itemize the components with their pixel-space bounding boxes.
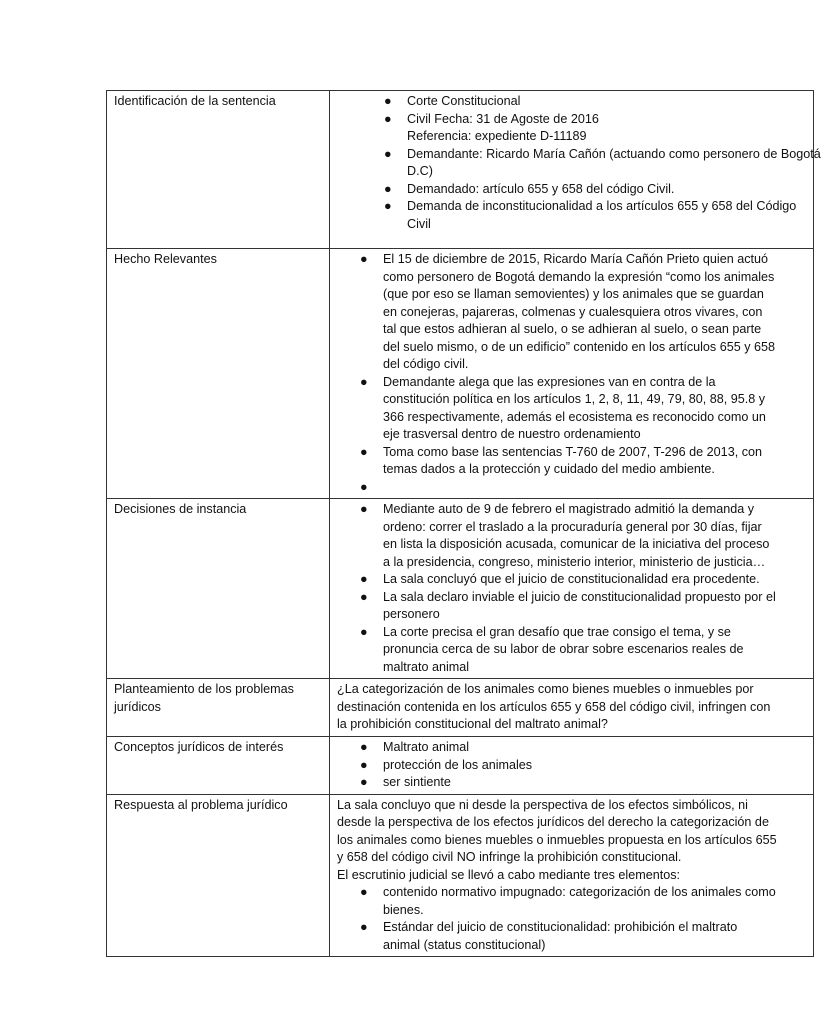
- row-label-cell: [107, 249, 330, 499]
- list-item: ● Toma como base las sentencias T-760 de 2007, T-296 de 2013, con temas dados a la protección y cuidado del medio ambiente.: [360, 444, 762, 476]
- row-label-cell: [107, 91, 330, 249]
- table-row: [107, 794, 814, 957]
- table-row: [107, 499, 814, 679]
- row-label: Decisiones de instancia: [114, 502, 247, 516]
- list-item: ● ser sintiente: [337, 774, 807, 792]
- bullet-list: [337, 251, 777, 496]
- bullet-icon: ●: [384, 199, 392, 213]
- row-label: Hecho Relevantes: [114, 252, 217, 266]
- row-label-cell: [107, 794, 330, 957]
- list-item: ● Corte Constitucional: [337, 93, 807, 111]
- bullet-icon: ●: [360, 624, 368, 639]
- bullet-icon: ●: [360, 479, 368, 494]
- row-content-cell: [330, 249, 814, 499]
- row-content-cell: [330, 91, 821, 249]
- row-content-cell: [330, 679, 814, 737]
- bullet-icon: ●: [384, 181, 392, 196]
- list-item: ● Demandado: artículo 655 y 658 del código Civil.: [337, 181, 807, 199]
- answer-paragraph: La sala concluyo que ni desde la perspectiva de los efectos simbólicos, ni desde la perspectiva de los efectos jurídicos del derecho la categorización de los animales como bienes muebles o inmuebles propuesta en los artículos 655 y 658 del código civil NO infringe la prohibición constitucional.: [337, 797, 777, 864]
- list-item: ● protección de los animales: [337, 757, 807, 775]
- bullet-icon: ●: [360, 502, 368, 516]
- list-item: ● Estándar del juicio de constitucionalidad: prohibición el maltrato animal (status constitucional): [360, 920, 738, 952]
- row-label: Planteamiento de los problemas jurídicos: [114, 682, 294, 714]
- bullet-icon: ●: [360, 252, 368, 266]
- sentence-analysis-table: [106, 90, 821, 957]
- bullet-icon: ●: [360, 589, 368, 604]
- bullet-icon: ●: [384, 111, 392, 126]
- problem-statement: ¿La categorización de los animales como bienes muebles o inmuebles por destinación contenida en los artículos 655 y 658 del código civil, infringen con la prohibición constitucional del maltrato animal?: [337, 682, 771, 731]
- row-label: Conceptos jurídicos de interés: [114, 740, 284, 754]
- bullet-icon: ●: [360, 444, 368, 459]
- row-label: Identificación de la sentencia: [114, 94, 276, 108]
- list-item: ● Demandante alega que las expresiones van en contra de la constitución política en los artículos 1, 2, 8, 11, 49, 79, 80, 88, 95.8 y 366 respectivamente, además el ecosistema es reconocido como un eje trasversal dentro de nuestro ordenamiento: [360, 374, 766, 441]
- list-item: ● Demanda de inconstitucionalidad a los artículos 655 y 658 del Código Civil: [384, 199, 797, 231]
- bullet-icon: ●: [360, 572, 368, 586]
- list-item: ● Civil Fecha: 31 de Agoste de 2016 Referencia: expediente D-11189: [384, 111, 599, 143]
- bullet-icon: ●: [384, 94, 392, 108]
- list-item: ● La corte precisa el gran desafío que trae consigo el tema, y se pronuncia cerca de su labor de obrar sobre escenarios reales de maltrato animal: [360, 624, 744, 674]
- bullet-list: [337, 501, 777, 676]
- bullet-list: [337, 739, 807, 792]
- bullet-icon: ●: [360, 740, 368, 754]
- row-label-cell: [107, 737, 330, 795]
- table-row: [107, 91, 814, 249]
- bullet-icon: ●: [360, 775, 368, 789]
- bullet-icon: ●: [360, 757, 368, 772]
- list-item: ● contenido normativo impugnado: categorización de los animales como bienes.: [360, 885, 776, 917]
- bullet-icon: ●: [384, 146, 392, 161]
- answer-paragraph-2: El escrutinio judicial se llevó a cabo mediante tres elementos:: [337, 867, 681, 882]
- list-item: ● La sala declaro inviable el juicio de constitucionalidad propuesto por el personero: [360, 589, 776, 621]
- table-row: [107, 737, 814, 795]
- row-content-cell: [330, 794, 814, 957]
- bullet-list: [337, 884, 777, 954]
- list-item: ● Maltrato animal: [337, 739, 807, 757]
- list-item: ● La sala concluyó que el juicio de constitucionalidad era procedente.: [337, 571, 777, 589]
- table-row: [107, 679, 814, 737]
- bullet-icon: ●: [360, 885, 368, 899]
- bullet-list: [337, 93, 821, 233]
- row-label: Respuesta al problema jurídico: [114, 797, 288, 812]
- row-label-cell: [107, 679, 330, 737]
- list-item: ● Mediante auto de 9 de febrero el magistrado admitió la demanda y ordeno: correr el traslado a la procuraduría general por 30 días, fijar en lista la disposición acusada, comunicar de la iniciativa del proceso a la presidencia, congreso, ministerio interior, ministerio de justicia…: [360, 502, 770, 569]
- table-row: [107, 249, 814, 499]
- list-item: ● El 15 de diciembre de 2015, Ricardo María Cañón Prieto quien actuó como personero de Bogotá demando la expresión “como los animales (que por eso se llaman semovientes) y los animales que se guardan en conejeras, pajareras, colmenas y cualesquiera otros vivares, con tal que estos adhieran al suelo, o se adhieran al suelo, o sean parte del suelo mismo, o de un edificio” contenido en los artículos 655 y 658 del código civil.: [360, 252, 776, 371]
- list-item: [337, 479, 777, 497]
- list-item: ● Demandante: Ricardo María Cañón (actuando como personero de Bogotá D.C): [384, 146, 821, 178]
- row-label-cell: [107, 499, 330, 679]
- bullet-icon: ●: [360, 920, 368, 934]
- bullet-icon: ●: [360, 374, 368, 389]
- row-content-cell: [330, 737, 814, 795]
- row-content-cell: [330, 499, 814, 679]
